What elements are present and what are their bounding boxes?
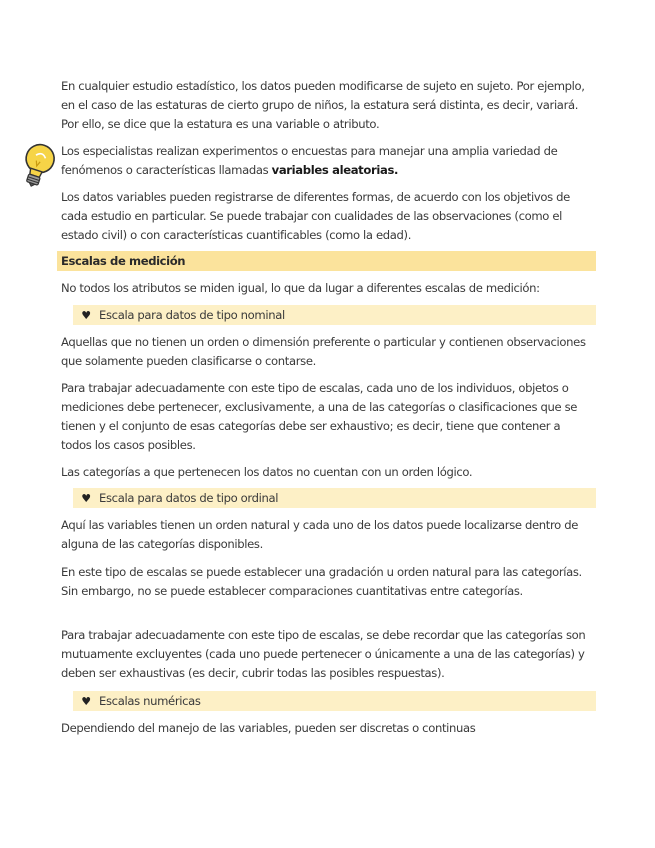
ordinal-paragraph-3: Para trabajar adecuadamente con este tipo de escalas, se debe recordar que las categorías son mutuamente excluyentes (cada uno puede pertenecer o únicamente a una de las categorías) y deben ser exhaustivas (es decir, cubrir todas las posibles respuestas). [61,628,586,680]
section-heading-scales: Escalas de medición [57,251,596,271]
heart-bullet-icon: ♥ [81,492,91,505]
subsection-label: Escala para datos de tipo ordinal [99,491,279,505]
nominal-paragraph-1: Aquellas que no tienen un orden o dimensión preferente o particular y contienen observaciones que solamente pueden clasificarse o contarse. [61,335,586,368]
lightbulb-icon [14,139,60,191]
subsection-label: Escalas numéricas [99,694,201,708]
ordinal-paragraph-2: En este tipo de escalas se puede establecer una gradación u orden natural para las categorías. Sin embargo, no se puede establecer comparaciones cuantitativas entre categorías. [61,565,582,598]
subsection-heading-numeric [73,691,596,711]
intro-paragraph: En cualquier estudio estadístico, los datos pueden modificarse de sujeto en sujeto. Por ejemplo, en el caso de las estaturas de cierto grupo de niños, la estatura será distinta, es decir, variará. Por ello, se dice que la estatura es una variable o atributo. [61,79,585,131]
heart-bullet-icon: ♥ [81,309,91,322]
specialists-text: Los especialistas realizan experimentos o encuestas para manejar una amplia variedad de fenómenos o características llamadas [61,144,558,177]
specialists-paragraph [61,142,593,180]
nominal-paragraph-3: Las categorías a que pertenecen los datos no cuentan con un orden lógico. [61,465,473,479]
data-forms-paragraph: Los datos variables pueden registrarse de diferentes formas, de acuerdo con los objetivos de cada estudio en particular. Se puede trabajar con cualidades de las observaciones (como el estado civil) o con características cuantificables (como la edad). [61,190,570,242]
numeric-paragraph-1: Dependiendo del manejo de las variables, pueden ser discretas o continuas [61,721,476,735]
subsection-heading-nominal [73,305,596,325]
heart-bullet-icon: ♥ [81,695,91,708]
subsection-label: Escala para datos de tipo nominal [99,308,285,322]
nominal-paragraph-2: Para trabajar adecuadamente con este tipo de escalas, cada uno de los individuos, objetos o mediciones debe pertenecer, exclusivamente, a una de las categorías o clasificaciones que se tienen y el conjunto de esas categorías debe ser exhaustivo; es decir, tiene que contener a todos los casos posibles. [61,381,578,452]
keyword-variables-aleatorias: variables aleatorias. [271,163,399,177]
not-all-paragraph: No todos los atributos se miden igual, lo que da lugar a diferentes escalas de medición: [61,281,540,295]
subsection-heading-ordinal [73,488,596,508]
ordinal-paragraph-1: Aquí las variables tienen un orden natural y cada uno de los datos puede localizarse dentro de alguna de las categorías disponibles. [61,518,579,551]
